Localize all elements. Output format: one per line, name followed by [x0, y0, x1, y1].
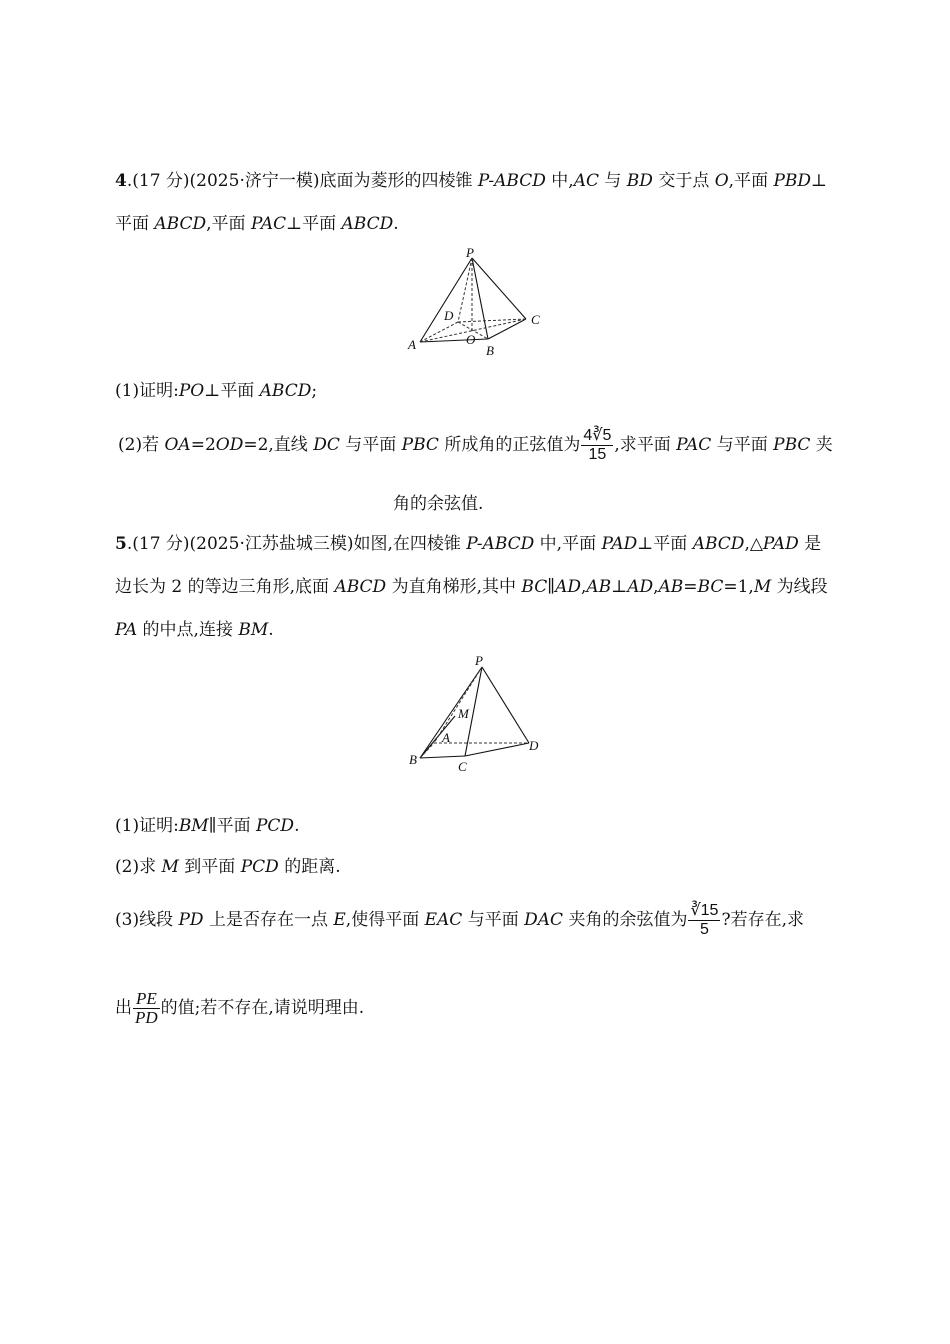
q4-label-c: C — [531, 312, 540, 327]
q5-line3: PA 的中点,连接 BM. — [115, 620, 274, 640]
q4-label-d: D — [444, 308, 454, 323]
q4-label-p: P — [466, 245, 474, 260]
q5-label-p: P — [475, 653, 483, 668]
q5-label-b: B — [409, 752, 417, 767]
q4-label-b: B — [486, 343, 494, 358]
q4-label-a: A — [408, 337, 416, 352]
q5-label-a: A — [442, 730, 450, 745]
q5-label-m: M — [458, 706, 469, 721]
q5-part3: (3)线段 PD 上是否存在一点 E,使得平面 EAC 与平面 DAC 夹角的余弦值为 $\frac{∛15}{5}$ ?若存在,求 — [115, 902, 804, 938]
q5-label-d: D — [529, 738, 539, 753]
q4-label-o: O — [466, 332, 476, 347]
q4-part1: (1)证明:PO⊥平面 ABCD; — [115, 381, 318, 401]
q4-pyramid-figure — [400, 245, 560, 360]
q5-part1: (1)证明:BM∥平面 PCD. — [115, 816, 300, 836]
q4-number: 4 — [115, 171, 127, 191]
q5-part3-line2: 出 $\frac{PE}{PD}$ 的值;若不存在,请说明理由. — [115, 989, 365, 1027]
q5-cosine-fraction: $\frac{∛15}{5}$ — [690, 902, 719, 938]
q5-line2: 边长为 2 的等边三角形,底面 ABCD 为直角梯形,其中 BC∥AD,AB⊥AD,AB=BC=1,M 为线段 — [115, 577, 828, 597]
q5-line1: 5.(17 分)(2025·江苏盐城三模)如图,在四棱锥 P-ABCD 中,平面 PAD⊥平面 ABCD,△PAD 是 — [115, 534, 822, 554]
q4-line1: 4.(17 分)(2025·济宁一模)底面为菱形的四棱锥 P-ABCD 中,AC 与 BD 交于点 O,平面 PBD⊥ — [115, 171, 828, 191]
q4-part2: (2)若 OA=2OD=2,直线 DC 与平面 PBC 所成角的正弦值为 $\frac{4∛5}{15}$ ,求平面 PAC 与平面 PBC 夹 — [118, 427, 833, 463]
q5-pyramid-figure — [400, 650, 560, 775]
q5-label-c: C — [458, 759, 467, 774]
q5-ratio-fraction: $\frac{PE}{PD}$ — [135, 989, 158, 1027]
q4-sine-fraction: $\frac{4∛5}{15}$ — [583, 427, 612, 463]
q4-line2: 平面 ABCD,平面 PAC⊥平面 ABCD. — [115, 214, 399, 234]
q5-number: 5 — [115, 534, 127, 554]
q4-part2-line2: 角的余弦值. — [393, 494, 484, 514]
q5-part2: (2)求 M 到平面 PCD 的距离. — [115, 857, 341, 877]
